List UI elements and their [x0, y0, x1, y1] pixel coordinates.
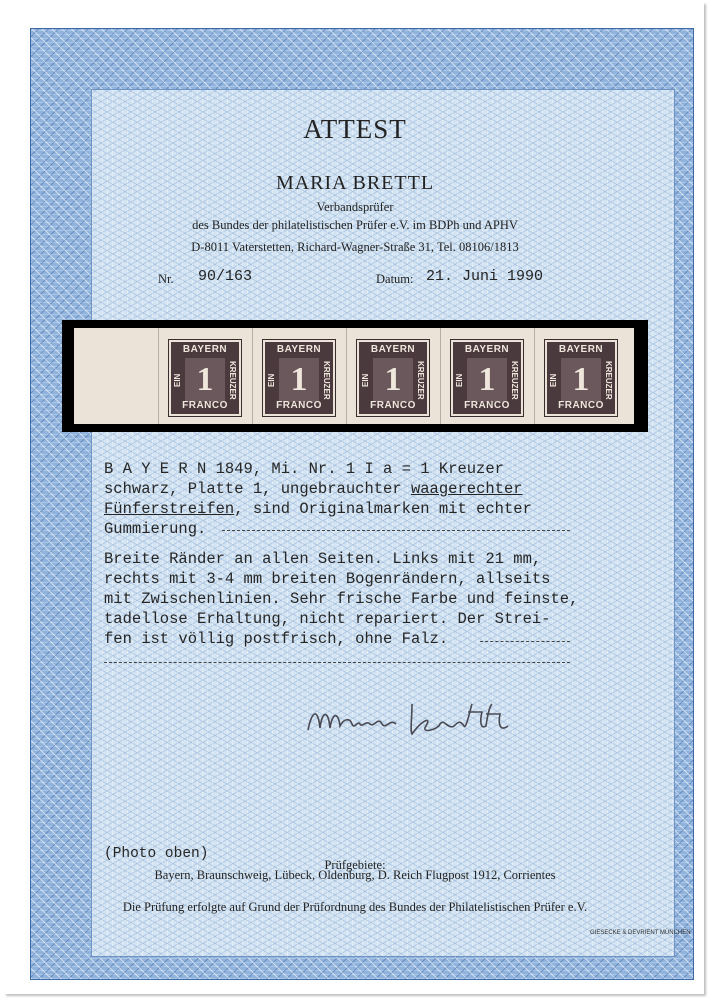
stamp-top-text: BAYERN [464, 344, 510, 355]
printer-mark: GIESECKE & DEVRIENT MÜNCHEN [590, 930, 691, 936]
stamp-cell [534, 328, 629, 424]
description-underlined-format: Fünferstreifen [104, 500, 235, 518]
stamp-cell [440, 328, 535, 424]
test-areas-title: Prüfgebiete: [324, 858, 386, 872]
certificate-number: 90/163 [198, 268, 253, 285]
test-areas-list: Bayern, Braunschweig, Lübeck, Oldenburg, D. Reich Flugpost 1912, Corrientes [154, 868, 556, 882]
stamp-cell [158, 328, 253, 424]
photo-note: (Photo oben) [104, 846, 209, 862]
condition-line-4: tadellose Erhaltung, nicht repariert. Der Strei- [104, 610, 551, 628]
description-line-1: B A Y E R N 1849, Mi. Nr. 1 I a = 1 Kreuzer [104, 460, 504, 478]
description-line-3-text: , sind Originalmarken mit echter [234, 500, 532, 518]
stamp [169, 340, 241, 416]
fill-dash-line [104, 662, 570, 663]
date-label: Datum: [376, 272, 414, 286]
stamp [545, 340, 617, 416]
stamp-left-text: EIN [455, 373, 464, 387]
stamp-value: 1 [561, 358, 601, 402]
stamp-bottom-text: FRANCO [558, 400, 604, 411]
examiner-signature [300, 690, 530, 750]
stamp-right-text: KREUZER [510, 360, 519, 400]
stamp-bottom-text: FRANCO [464, 400, 510, 411]
stamp-value: 1 [185, 358, 225, 402]
stamp-top-text: BAYERN [558, 344, 604, 355]
description-line-4: Gummierung. [104, 520, 207, 538]
stamp-value: 1 [279, 358, 319, 402]
stamp-right-text: KREUZER [416, 360, 425, 400]
stamp-bottom-text: FRANCO [182, 400, 228, 411]
fill-dash-line [480, 641, 570, 642]
stamp-value: 1 [373, 358, 413, 402]
examiner-association: des Bundes der philatelistischen Prüfer e.V. im BDPh und APHV [192, 218, 518, 232]
stamp-top-text: BAYERN [276, 344, 322, 355]
stamp-top-text: BAYERN [370, 344, 416, 355]
certificate-title: ATTEST [303, 114, 407, 144]
certificate-date: 21. Juni 1990 [426, 268, 544, 285]
condition-line-3: mit Zwischenlinien. Sehr frische Farbe und feinste, [104, 590, 579, 608]
description-line-2 [104, 480, 523, 498]
condition-line-5: fen ist völlig postfrisch, ohne Falz. [104, 630, 449, 648]
stamp-right-text: KREUZER [228, 360, 237, 400]
stamp-left-text: EIN [267, 373, 276, 387]
examiner-role: Verbandsprüfer [316, 200, 394, 214]
examiner-address: D-8011 Vaterstetten, Richard-Wagner-Straße 31, Tel. 08106/1813 [191, 240, 519, 254]
stamp-right-text: KREUZER [604, 360, 613, 400]
description-line-2-text: schwarz, Platte 1, ungebrauchter [104, 480, 411, 498]
fill-dash-line [222, 530, 570, 531]
stamp-cell [252, 328, 347, 424]
examiner-name: MARIA BRETTL [275, 172, 435, 194]
stamp-cell [346, 328, 441, 424]
stamp [451, 340, 523, 416]
stamp-bottom-text: FRANCO [370, 400, 416, 411]
number-label: Nr. [158, 272, 174, 286]
stamp-right-text: KREUZER [322, 360, 331, 400]
stamp-strip-photo [62, 320, 648, 432]
stamp-strip-paper [74, 328, 634, 424]
stamp-left-text: EIN [361, 373, 370, 387]
description-underlined-orientation: waagerechter [410, 480, 523, 498]
legal-note: Die Prüfung erfolgte auf Grund der Prüfordnung des Bundes der Philatelistischen Prüfer e.V. [122, 900, 588, 914]
condition-line-2: rechts mit 3-4 mm breiten Bogenrändern, allseits [104, 570, 551, 588]
stamp-top-text: BAYERN [182, 344, 228, 355]
description-line-3 [104, 500, 532, 518]
stamp-value: 1 [467, 358, 507, 402]
stamp-bottom-text: FRANCO [276, 400, 322, 411]
condition-line-1: Breite Ränder an allen Seiten. Links mit 21 mm, [104, 550, 542, 568]
stamp-left-text: EIN [173, 373, 182, 387]
stamp [263, 340, 335, 416]
stamp-left-text: EIN [549, 373, 558, 387]
stamp [357, 340, 429, 416]
